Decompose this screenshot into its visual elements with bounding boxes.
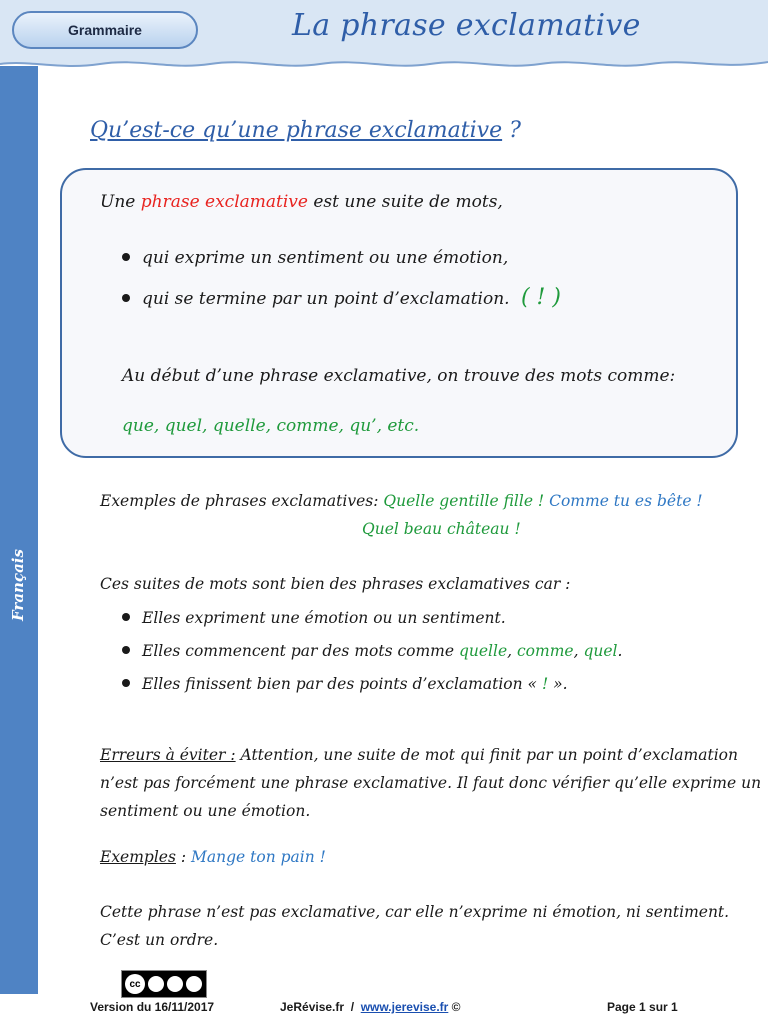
intro-after: est une suite de mots, bbox=[307, 192, 503, 212]
footer-sep: / bbox=[344, 1000, 361, 1014]
section-heading-mark: ? bbox=[509, 118, 521, 143]
errors-line-2: n’est pas forcément une phrase exclamative. Il faut donc vérifier qu’elle exprime un bbox=[100, 774, 762, 792]
exclaim-mark: ( ! ) bbox=[520, 285, 561, 310]
by-icon bbox=[148, 976, 164, 992]
footer-version: Version du 16/11/2017 bbox=[90, 1000, 215, 1014]
bullet-text: qui se termine par un point d’exclamation. bbox=[142, 289, 510, 309]
bullet-dot bbox=[122, 679, 130, 687]
bullet-dot bbox=[122, 613, 130, 621]
errors-line-1 bbox=[100, 746, 738, 764]
reason-3-mark: ! bbox=[541, 675, 549, 693]
examples-label: Exemples de phrases exclamatives: bbox=[100, 492, 379, 510]
errors-line-3: sentiment ou une émotion. bbox=[100, 802, 311, 820]
side-band bbox=[0, 66, 38, 994]
example-2: Comme tu es bête ! bbox=[549, 492, 703, 510]
reason-1 bbox=[122, 609, 506, 627]
bullet-dot bbox=[122, 646, 130, 654]
footer-site-name: JeRévise.fr bbox=[280, 1000, 345, 1014]
example-2-line bbox=[100, 848, 326, 866]
reason-2: Elles commencent par des mots comme quelle, comme, quel. bbox=[122, 642, 622, 660]
conclusion-line-2: C’est un ordre. bbox=[100, 931, 219, 949]
definition-intro bbox=[100, 192, 503, 212]
header bbox=[0, 0, 768, 72]
example-3: Quel beau château ! bbox=[362, 520, 521, 538]
sa-icon bbox=[186, 976, 202, 992]
reason-2-word-3: quel bbox=[583, 642, 618, 660]
footer-page: Page 1 sur 1 bbox=[607, 1000, 678, 1014]
example-1: Quelle gentille fille ! bbox=[383, 492, 545, 510]
errors-text-1: Attention, une suite de mot qui finit par un point d’exclamation bbox=[235, 746, 738, 764]
conclusion-line-1: Cette phrase n’est pas exclamative, car elle n’exprime ni émotion, ni sentiment. bbox=[100, 903, 730, 921]
reason-2-word-1: quelle bbox=[458, 642, 508, 660]
section-heading bbox=[90, 118, 521, 143]
side-band-label: Français bbox=[9, 549, 27, 621]
reason-3 bbox=[122, 675, 568, 693]
section-heading-text: Qu’est-ce qu’une phrase exclamative bbox=[90, 118, 503, 143]
reason-3-after: ». bbox=[548, 675, 568, 693]
footer-site bbox=[280, 1000, 461, 1014]
example-2-text: Mange ton pain ! bbox=[191, 848, 326, 866]
example-2-colon: : bbox=[175, 848, 192, 866]
definition-bullet-1 bbox=[122, 248, 508, 268]
cc-icon: cc bbox=[125, 974, 145, 994]
examples-line bbox=[100, 492, 703, 510]
bullet-text: qui exprime un sentiment ou une émotion, bbox=[142, 248, 509, 268]
definition-bullet-2 bbox=[122, 285, 561, 310]
intro-before: Une bbox=[100, 192, 141, 212]
nc-icon bbox=[167, 976, 183, 992]
intro-term: phrase exclamative bbox=[140, 192, 308, 212]
example-2-label: Exemples bbox=[100, 848, 176, 866]
reasons-intro: Ces suites de mots sont bien des phrases exclamatives car : bbox=[100, 575, 571, 593]
bullet-dot bbox=[122, 294, 130, 302]
reason-1-text: Elles expriment une émotion ou un sentiment. bbox=[142, 609, 506, 627]
reason-3-text: Elles finissent bien par des points d’exclamation « bbox=[142, 675, 542, 693]
footer-copy: © bbox=[448, 1000, 461, 1014]
page-title: La phrase exclamative bbox=[292, 8, 641, 43]
category-pill: Grammaire bbox=[12, 11, 198, 49]
license-badge bbox=[121, 970, 207, 998]
errors-label: Erreurs à éviter : bbox=[100, 746, 236, 764]
footer-link[interactable]: www.jerevise.fr bbox=[360, 1000, 449, 1014]
definition-words: que, quel, quelle, comme, qu’, etc. bbox=[122, 416, 420, 436]
bullet-dot bbox=[122, 253, 130, 261]
reason-2-word-2: comme bbox=[517, 642, 574, 660]
definition-start: Au début d’une phrase exclamative, on trouve des mots comme: bbox=[122, 366, 676, 386]
reason-2-text: Elles commencent par des mots comme bbox=[142, 642, 459, 660]
